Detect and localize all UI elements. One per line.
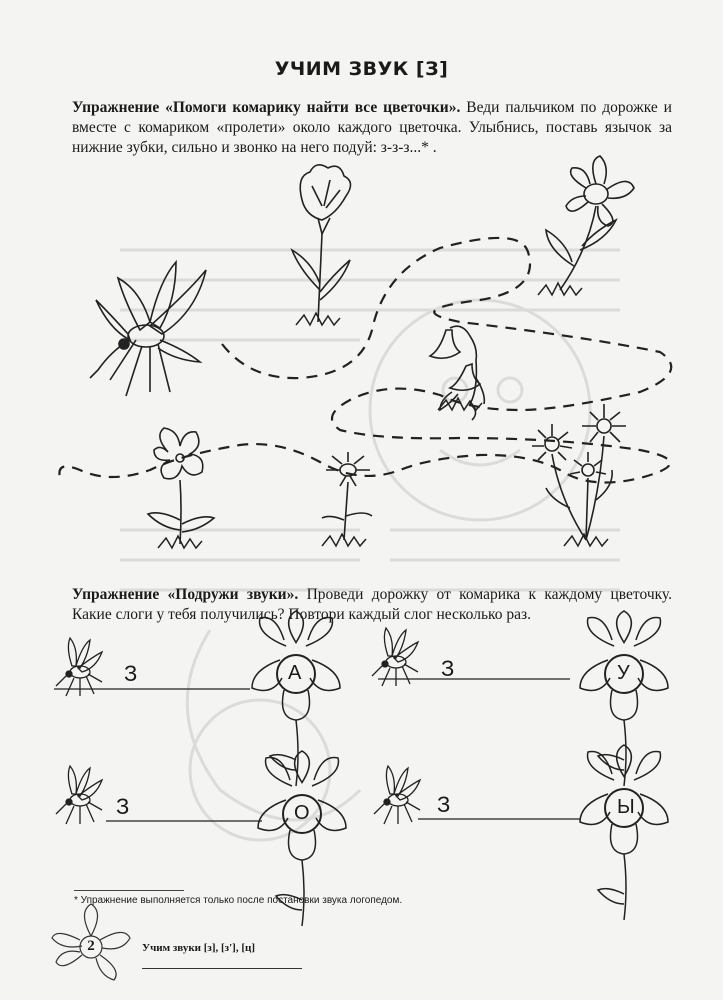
exercise-1-text: Веди пальчиком по дорожке и вместе с комариком «пролети» около каждого цветочка. Улыбнись, поставь язычок за нижние зубки, сильно и звонко на него подуй: з-з-з...* . bbox=[72, 99, 672, 156]
syllable-consonant: З bbox=[437, 792, 451, 817]
syllable-consonant: З bbox=[441, 656, 455, 681]
footnote-divider bbox=[74, 890, 184, 891]
flower-icon bbox=[580, 745, 668, 920]
syllable-consonant: З bbox=[124, 661, 138, 686]
syllable-task-zy bbox=[374, 745, 668, 920]
running-title: Учим звуки [з], [з'], [ц] bbox=[142, 942, 255, 954]
footer-divider bbox=[142, 968, 302, 969]
syllable-task-zu bbox=[372, 611, 668, 786]
syllable-task-za bbox=[54, 611, 340, 786]
exercise-1-name: Упражнение «Помоги комарику найти все цветочки». bbox=[72, 99, 461, 116]
mosquito-icon bbox=[372, 628, 418, 686]
syllable-vowel: Ы bbox=[617, 796, 635, 818]
page-title: УЧИМ ЗВУК [З] bbox=[274, 58, 449, 80]
syllable-vowel: А bbox=[288, 662, 302, 684]
mosquito-icon bbox=[56, 766, 102, 824]
footnote: * Упражнение выполняется только после постановки звука логопедом. bbox=[74, 895, 403, 906]
syllable-vowel: У bbox=[617, 662, 630, 684]
mosquito-icon bbox=[374, 766, 420, 824]
mosquito-icon bbox=[56, 638, 102, 696]
syllable-vowel: О bbox=[294, 802, 310, 824]
exercise-2-name: Упражнение «Подружи звуки». bbox=[72, 586, 299, 603]
syllable-consonant: З bbox=[116, 794, 130, 819]
exercise-2-text: Проведи дорожку от комарика к каждому цветочку. Какие слоги у тебя получились? Повтори каждый слог несколько раз. bbox=[72, 586, 672, 623]
page-number: 2 bbox=[87, 938, 95, 954]
flower-icon bbox=[580, 611, 668, 786]
